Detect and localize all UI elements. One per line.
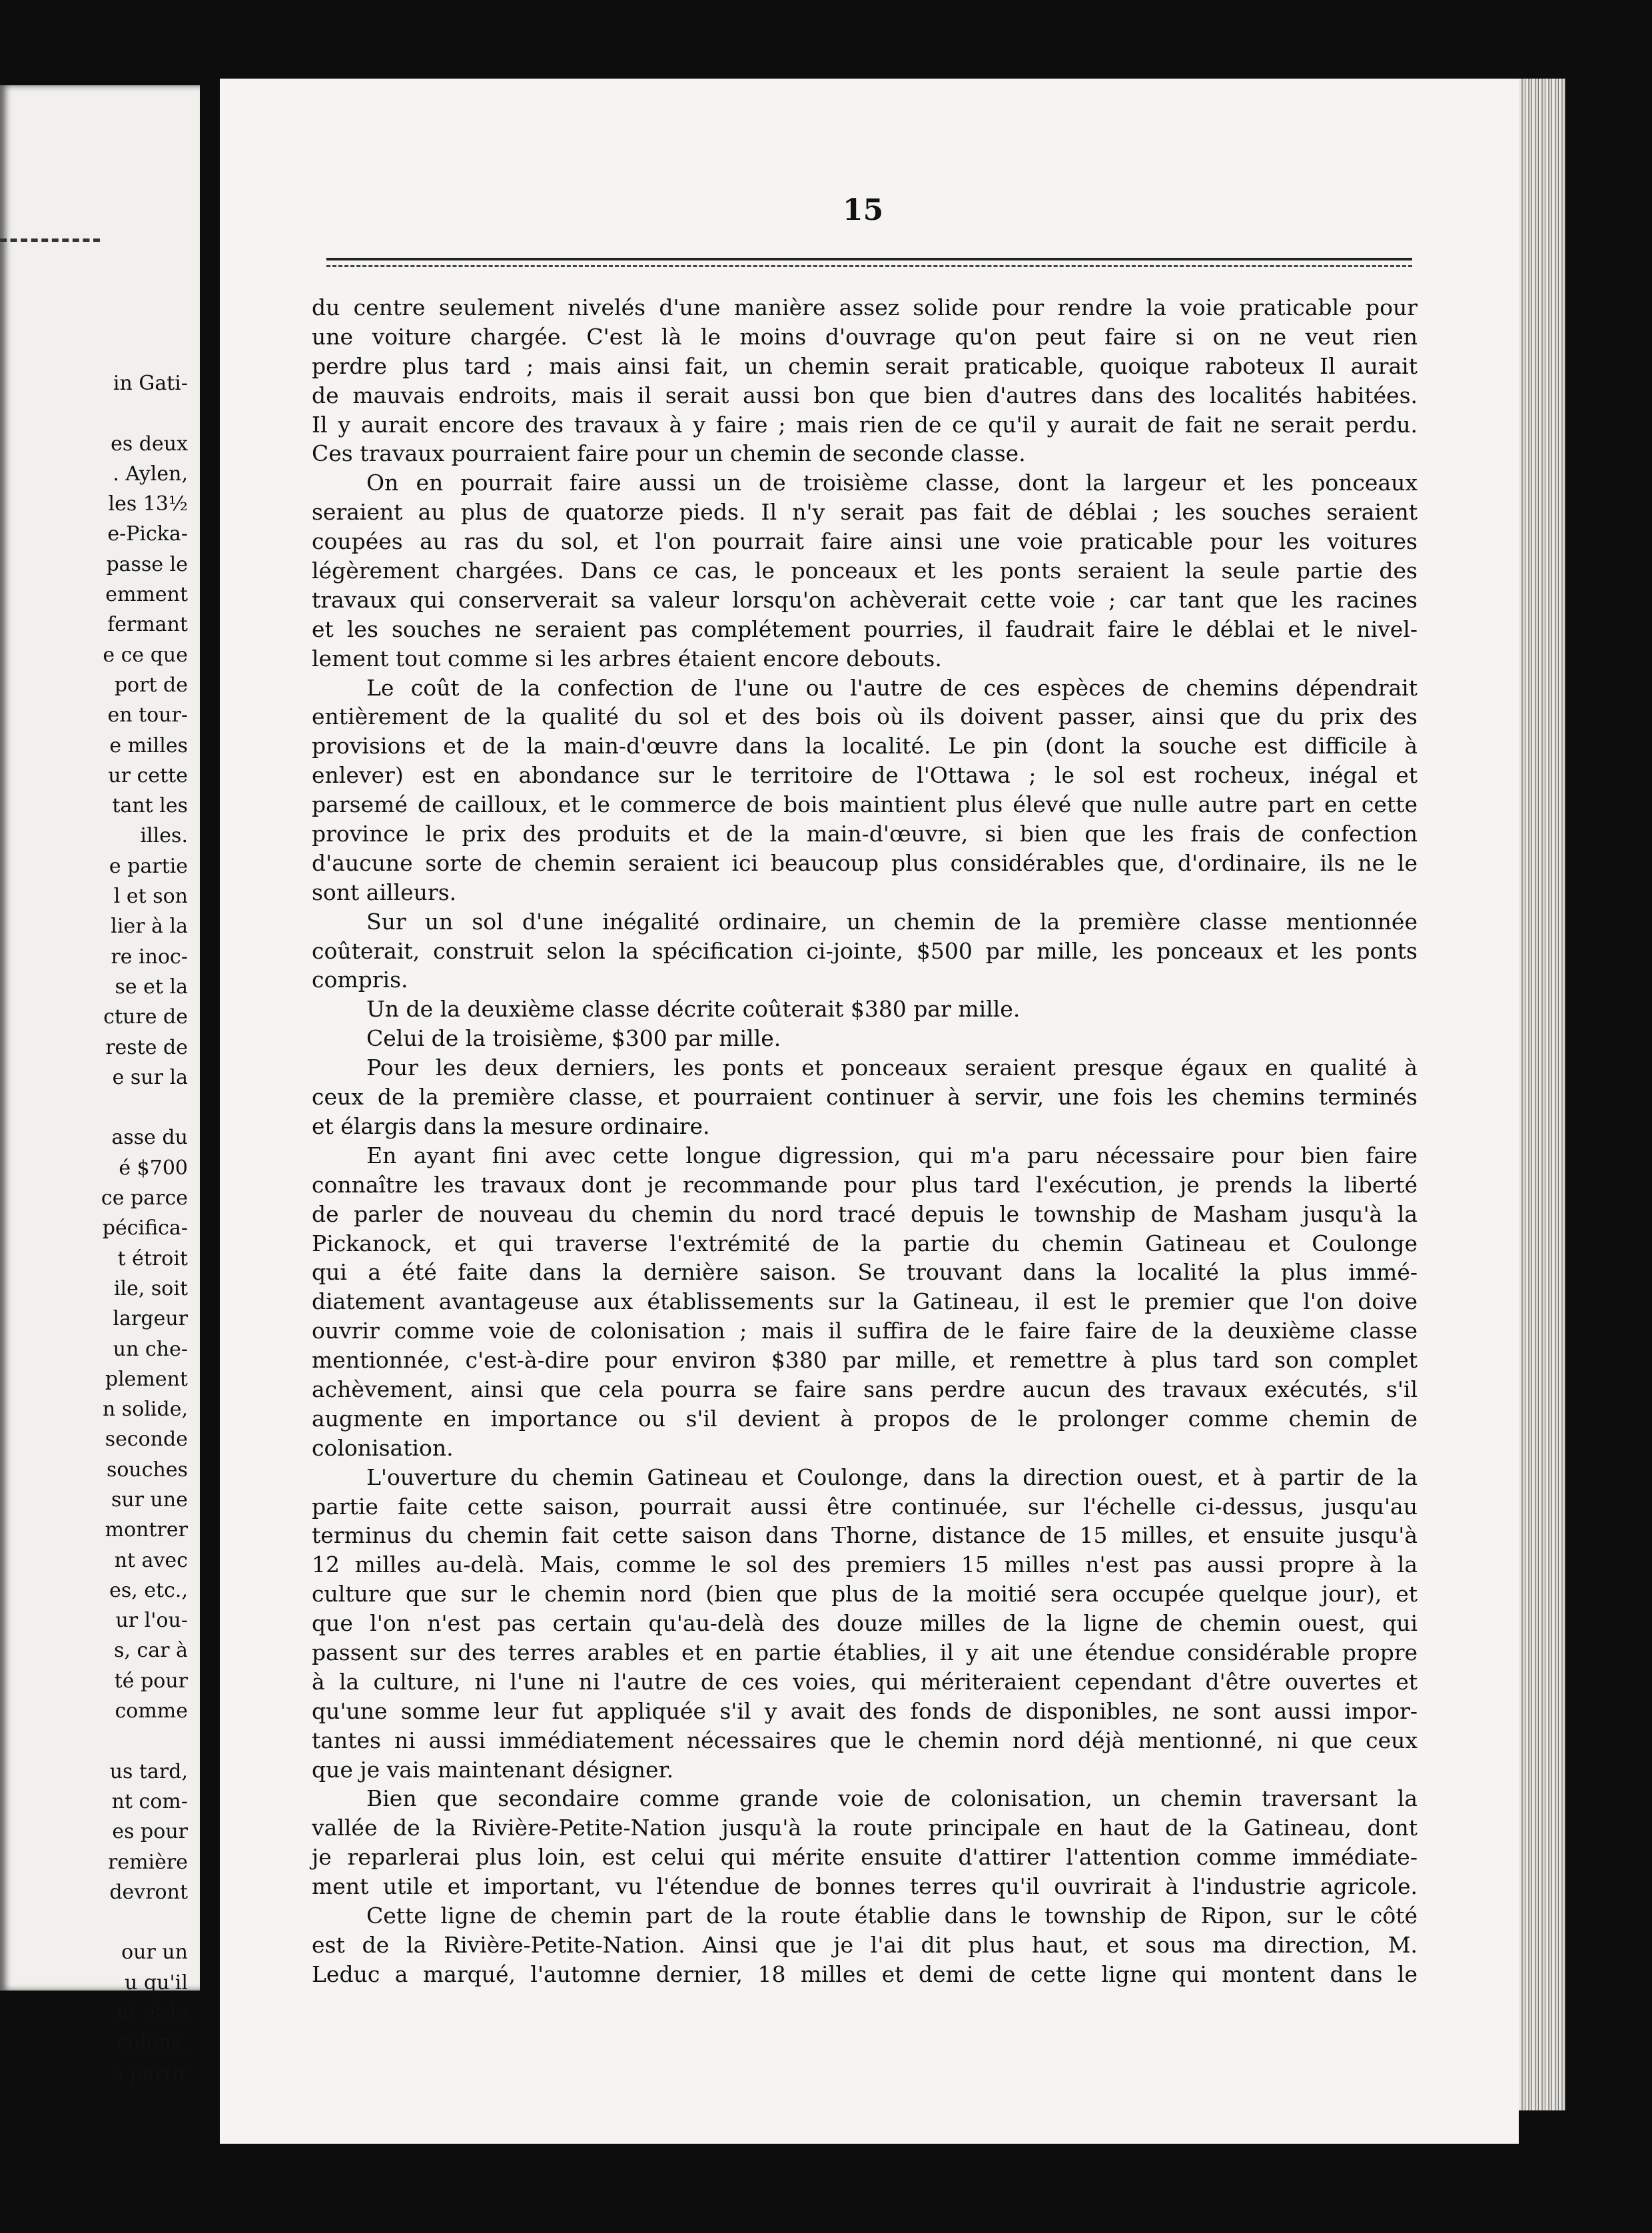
left-page-line: t étroit: [117, 1246, 188, 1270]
left-page-line: lier à la: [111, 915, 188, 939]
left-page-line: ur cette: [108, 763, 188, 787]
body-line: Un de la deuxième classe décrite coûterait $380 par mille.: [366, 996, 1021, 1023]
body-line: Celui de la troisième, $300 par mille.: [366, 1025, 781, 1052]
body-line: Bien que secondaire comme grande voie de colonisation, un chemin traversant la: [366, 1785, 1418, 1812]
body-line: est de la Rivière-Petite-Nation. Ainsi que je l'ai dit plus haut, et sous ma direction, M.: [312, 1931, 1418, 1958]
left-page-line: nt et le: [116, 2001, 188, 2025]
body-line: une voiture chargée. C'est là le moins d'ouvrage qu'on peut faire si on ne veut rien: [312, 323, 1418, 350]
body-line: compris.: [312, 967, 408, 993]
left-page-line: es, etc.,: [109, 1578, 188, 1602]
body-line: Cette ligne de chemin part de la route établie dans le township de Ripon, sur le côté: [366, 1902, 1418, 1929]
left-page-line: e partie: [109, 854, 188, 878]
body-line: Leduc a marqué, l'automne dernier, 18 milles et demi de cette ligne qui montent dans le: [312, 1961, 1418, 1987]
body-line: du centre seulement nivelés d'une manière assez solide pour rendre la voie praticable pour: [312, 294, 1418, 320]
body-text: [312, 293, 1418, 1989]
body-line: achèvement, ainsi que cela pourra se faire sans perdre aucun des travaux exécutés, s'il: [312, 1376, 1418, 1402]
body-line: colonisation.: [312, 1434, 454, 1461]
body-line: je reparlerai plus loin, est celui qui mérite ensuite d'attirer l'attention comme immédiate-: [312, 1844, 1418, 1871]
body-line: et élargis dans la mesure ordinaire.: [312, 1113, 710, 1139]
left-page-line: largeur: [113, 1307, 188, 1331]
body-line: ment utile et important, vu l'étendue de bonnes terres qu'il ouvrirait à l'industrie agricole.: [312, 1873, 1418, 1900]
body-line: seraient au plus de quatorze pieds. Il n'y serait pas fait de déblai ; les souches seraient: [312, 499, 1418, 526]
left-page-line: les 13½: [108, 492, 188, 516]
body-line: L'ouverture du chemin Gatineau et Coulonge, dans la direction ouest, et à partir de la: [366, 1464, 1418, 1490]
left-page-line: l et son: [113, 885, 188, 909]
body-line: connaître les travaux dont je recommande pour plus tard l'exécution, je prends la liberté: [312, 1171, 1418, 1198]
left-page-line: à partir: [111, 2061, 188, 2085]
left-page-line: in Gati-: [113, 372, 188, 395]
body-line: Pickanock, et qui traverse l'extrémité de la partie du chemin Gatineau et Coulonge: [312, 1230, 1418, 1256]
body-line: ceux de la première classe, et pourraient continuer à servir, une fois les chemins terminés: [312, 1084, 1418, 1111]
body-line: On en pourrait faire aussi un de troisième classe, dont la largeur et les ponceaux: [366, 470, 1418, 496]
left-page-line: cture de: [103, 1005, 188, 1029]
body-line: de parler de nouveau du chemin du nord tracé depuis le township de Masham jusqu'à la: [312, 1200, 1418, 1227]
body-line: augmente en importance ou s'il devient à propos de le prolonger comme chemin de: [312, 1405, 1418, 1432]
left-page-line: [0, 1907, 188, 1937]
left-page-line: [0, 398, 188, 428]
body-line: culture que sur le chemin nord (bien que plus de la moitié sera occupée quelque jour), et: [312, 1581, 1418, 1607]
left-page-line: passe le: [106, 552, 188, 576]
body-line: passent sur des terres arables et en partie établies, il y ait une étendue considérable propre: [312, 1639, 1418, 1665]
left-page-line: emment: [105, 583, 188, 607]
body-line: coupées au ras du sol, et l'on pourrait faire ainsi une voie praticable pour les voitures: [312, 528, 1418, 555]
left-page-line: souches: [106, 1458, 188, 1482]
body-line: Le coût de la confection de l'une ou l'autre de ces espèces de chemins dépendrait: [366, 674, 1418, 701]
left-page-line: asse du: [111, 1126, 188, 1150]
body-line: provisions et de la main-d'œuvre dans la localité. Le pin (dont la souche est difficile à: [312, 733, 1418, 759]
left-page-line: montrer: [105, 1518, 188, 1542]
body-line: 12 milles au-delà. Mais, comme le sol des premiers 15 milles n'est pas aussi propre à la: [312, 1552, 1418, 1578]
left-page-line: remière: [108, 1850, 188, 1874]
body-line: d'aucune sorte de chemin seraient ici beaucoup plus considérables que, d'ordinaire, ils ne le: [312, 849, 1418, 876]
left-page-line: e-Picka-: [107, 522, 188, 546]
left-page-line: e sur la: [112, 1065, 188, 1089]
left-page-line: se et la: [115, 975, 188, 999]
left-header-rule: [0, 238, 100, 242]
body-line: En ayant fini avec cette longue digression, qui m'a paru nécessaire pour bien faire: [366, 1142, 1418, 1168]
body-line: entièrement de la qualité du sol et des bois où ils doivent passer, ainsi que du prix des: [312, 703, 1418, 730]
left-page-line: plement: [105, 1367, 188, 1391]
body-line: sont ailleurs.: [312, 879, 457, 905]
left-page-line: s, car à: [114, 1639, 188, 1663]
left-page-line: sur une: [111, 1488, 188, 1512]
left-page-line: u qu'il: [125, 1971, 188, 1995]
left-page-line: devront: [109, 1880, 188, 1904]
body-line: et les souches ne seraient pas complétement pourries, il faudrait faire le déblai et le nivel-: [312, 616, 1418, 642]
left-page-line: es pour: [112, 1820, 188, 1844]
body-line: Il y aurait encore des travaux à y faire ; mais rien de ce qu'il y aurait de fait ne serait perdu.: [312, 411, 1418, 438]
left-page-line: comme: [115, 1699, 188, 1723]
left-page-line: té pour: [114, 1669, 188, 1693]
body-line: lement tout comme si les arbres étaient encore debouts.: [312, 645, 942, 671]
left-page-line: re inoc-: [111, 945, 188, 969]
body-line: que l'on n'est pas certain qu'au-delà des douze milles de la ligne de chemin ouest, qui: [312, 1610, 1418, 1637]
left-page-line: nt avec: [114, 1548, 188, 1572]
left-page-line: ur l'ou-: [115, 1609, 188, 1633]
left-page-line: fermant: [107, 613, 188, 637]
left-page: [0, 85, 200, 2085]
left-page-line: port de: [114, 673, 188, 697]
body-line: diatement avantageuse aux établissements sur la Gatineau, il est le premier que l'on doive: [312, 1288, 1418, 1315]
body-line: mentionnée, c'est-à-dire pour environ $380 par mille, et remettre à plus tard son complet: [312, 1347, 1418, 1374]
body-line: que je vais maintenant désigner.: [312, 1756, 674, 1783]
body-line: qui a été faite dans la dernière saison. Se trouvant dans la localité la plus immé-: [312, 1259, 1418, 1286]
body-line: Ces travaux pourraient faire pour un chemin de seconde classe.: [312, 440, 1026, 467]
header-rule: [326, 258, 1412, 260]
left-page-line: e ce que: [103, 643, 188, 667]
left-page-line: é $700: [119, 1156, 188, 1180]
body-line: parsemé de cailloux, et le commerce de bois maintient plus élevé que nulle autre part en cette: [312, 791, 1418, 818]
body-line: légèrement chargées. Dans ce cas, le ponceaux et les ponts seraient la seule partie des: [312, 558, 1418, 584]
left-page-line: . Aylen,: [113, 462, 188, 486]
body-line: enlever) est en abondance sur le territoire de l'Ottawa ; le sol est rocheux, inégal et: [312, 762, 1418, 789]
body-line: Sur un sol d'une inégalité ordinaire, un chemin de la première classe mentionnée: [366, 908, 1418, 935]
left-page-line: colons,: [117, 2031, 188, 2055]
left-page-line: [0, 1093, 188, 1122]
left-page-line: our un: [121, 1941, 188, 1965]
body-line: travaux qui conserverait sa valeur lorsqu'on achèverait cette voie ; car tant que les racines: [312, 586, 1418, 613]
body-line: terminus du chemin fait cette saison dans Thorne, distance de 15 milles, et ensuite jusqu'à: [312, 1522, 1418, 1549]
body-line: coûterait, construit selon la spécification ci-jointe, $500 par mille, les ponceaux et les ponts: [312, 937, 1418, 964]
body-line: vallée de la Rivière-Petite-Nation jusqu'à la route principale en haut de la Gatineau, dont: [312, 1815, 1418, 1841]
left-page-line: un che-: [113, 1337, 188, 1361]
left-page-line: ce parce: [101, 1186, 188, 1210]
body-line: Pour les deux derniers, les ponts et ponceaux seraient presque égaux en qualité à: [366, 1055, 1418, 1081]
left-page-line: us tard,: [109, 1759, 188, 1783]
left-page-line: pécifica-: [102, 1216, 188, 1240]
body-line: tantes ni aussi immédiatement nécessaires que le chemin nord déjà mentionné, ni que ceux: [312, 1727, 1418, 1753]
left-page-line: en tour-: [107, 703, 188, 727]
left-page-line: es deux: [111, 432, 188, 456]
left-page-line: nt com-: [111, 1789, 188, 1813]
left-page-line: ile, soit: [113, 1276, 188, 1300]
left-page-line: n solide,: [103, 1398, 188, 1422]
body-line: à la culture, ni l'une ni l'autre de ces voies, qui mériteraient cependant d'être ouvertes et: [312, 1668, 1418, 1695]
left-page-line: tant les: [112, 794, 188, 818]
left-page-text: [0, 368, 188, 2088]
left-page-line: seconde: [105, 1428, 188, 1452]
header-rule-dashed: [326, 265, 1412, 267]
body-line: qu'une somme leur fut appliquée s'il y avait des fonds de disponibles, ne sont aussi impor-: [312, 1697, 1418, 1724]
body-line: perdre plus tard ; mais ainsi fait, un chemin serait praticable, quoique raboteux Il aurait: [312, 352, 1418, 379]
left-page-line: illes.: [140, 824, 188, 848]
left-page-line: reste de: [105, 1035, 188, 1059]
left-page-line: e milles: [109, 733, 188, 757]
body-line: de mauvais endroits, mais il serait aussi bon que bien d'autres dans des localités habitées.: [312, 382, 1418, 408]
body-line: partie faite cette saison, pourrait aussi être continuée, sur l'échelle ci-dessus, jusqu'au: [312, 1493, 1418, 1520]
page-number: 15: [843, 193, 884, 227]
body-line: ouvrir comme voie de colonisation ; mais il suffira de le faire faire de la deuxième classe: [312, 1318, 1418, 1344]
left-page-line: [0, 1726, 188, 1756]
page-edge: [1519, 79, 1565, 2110]
body-line: province le prix des produits et de la main-d'œuvre, si bien que les frais de confection: [312, 821, 1418, 847]
